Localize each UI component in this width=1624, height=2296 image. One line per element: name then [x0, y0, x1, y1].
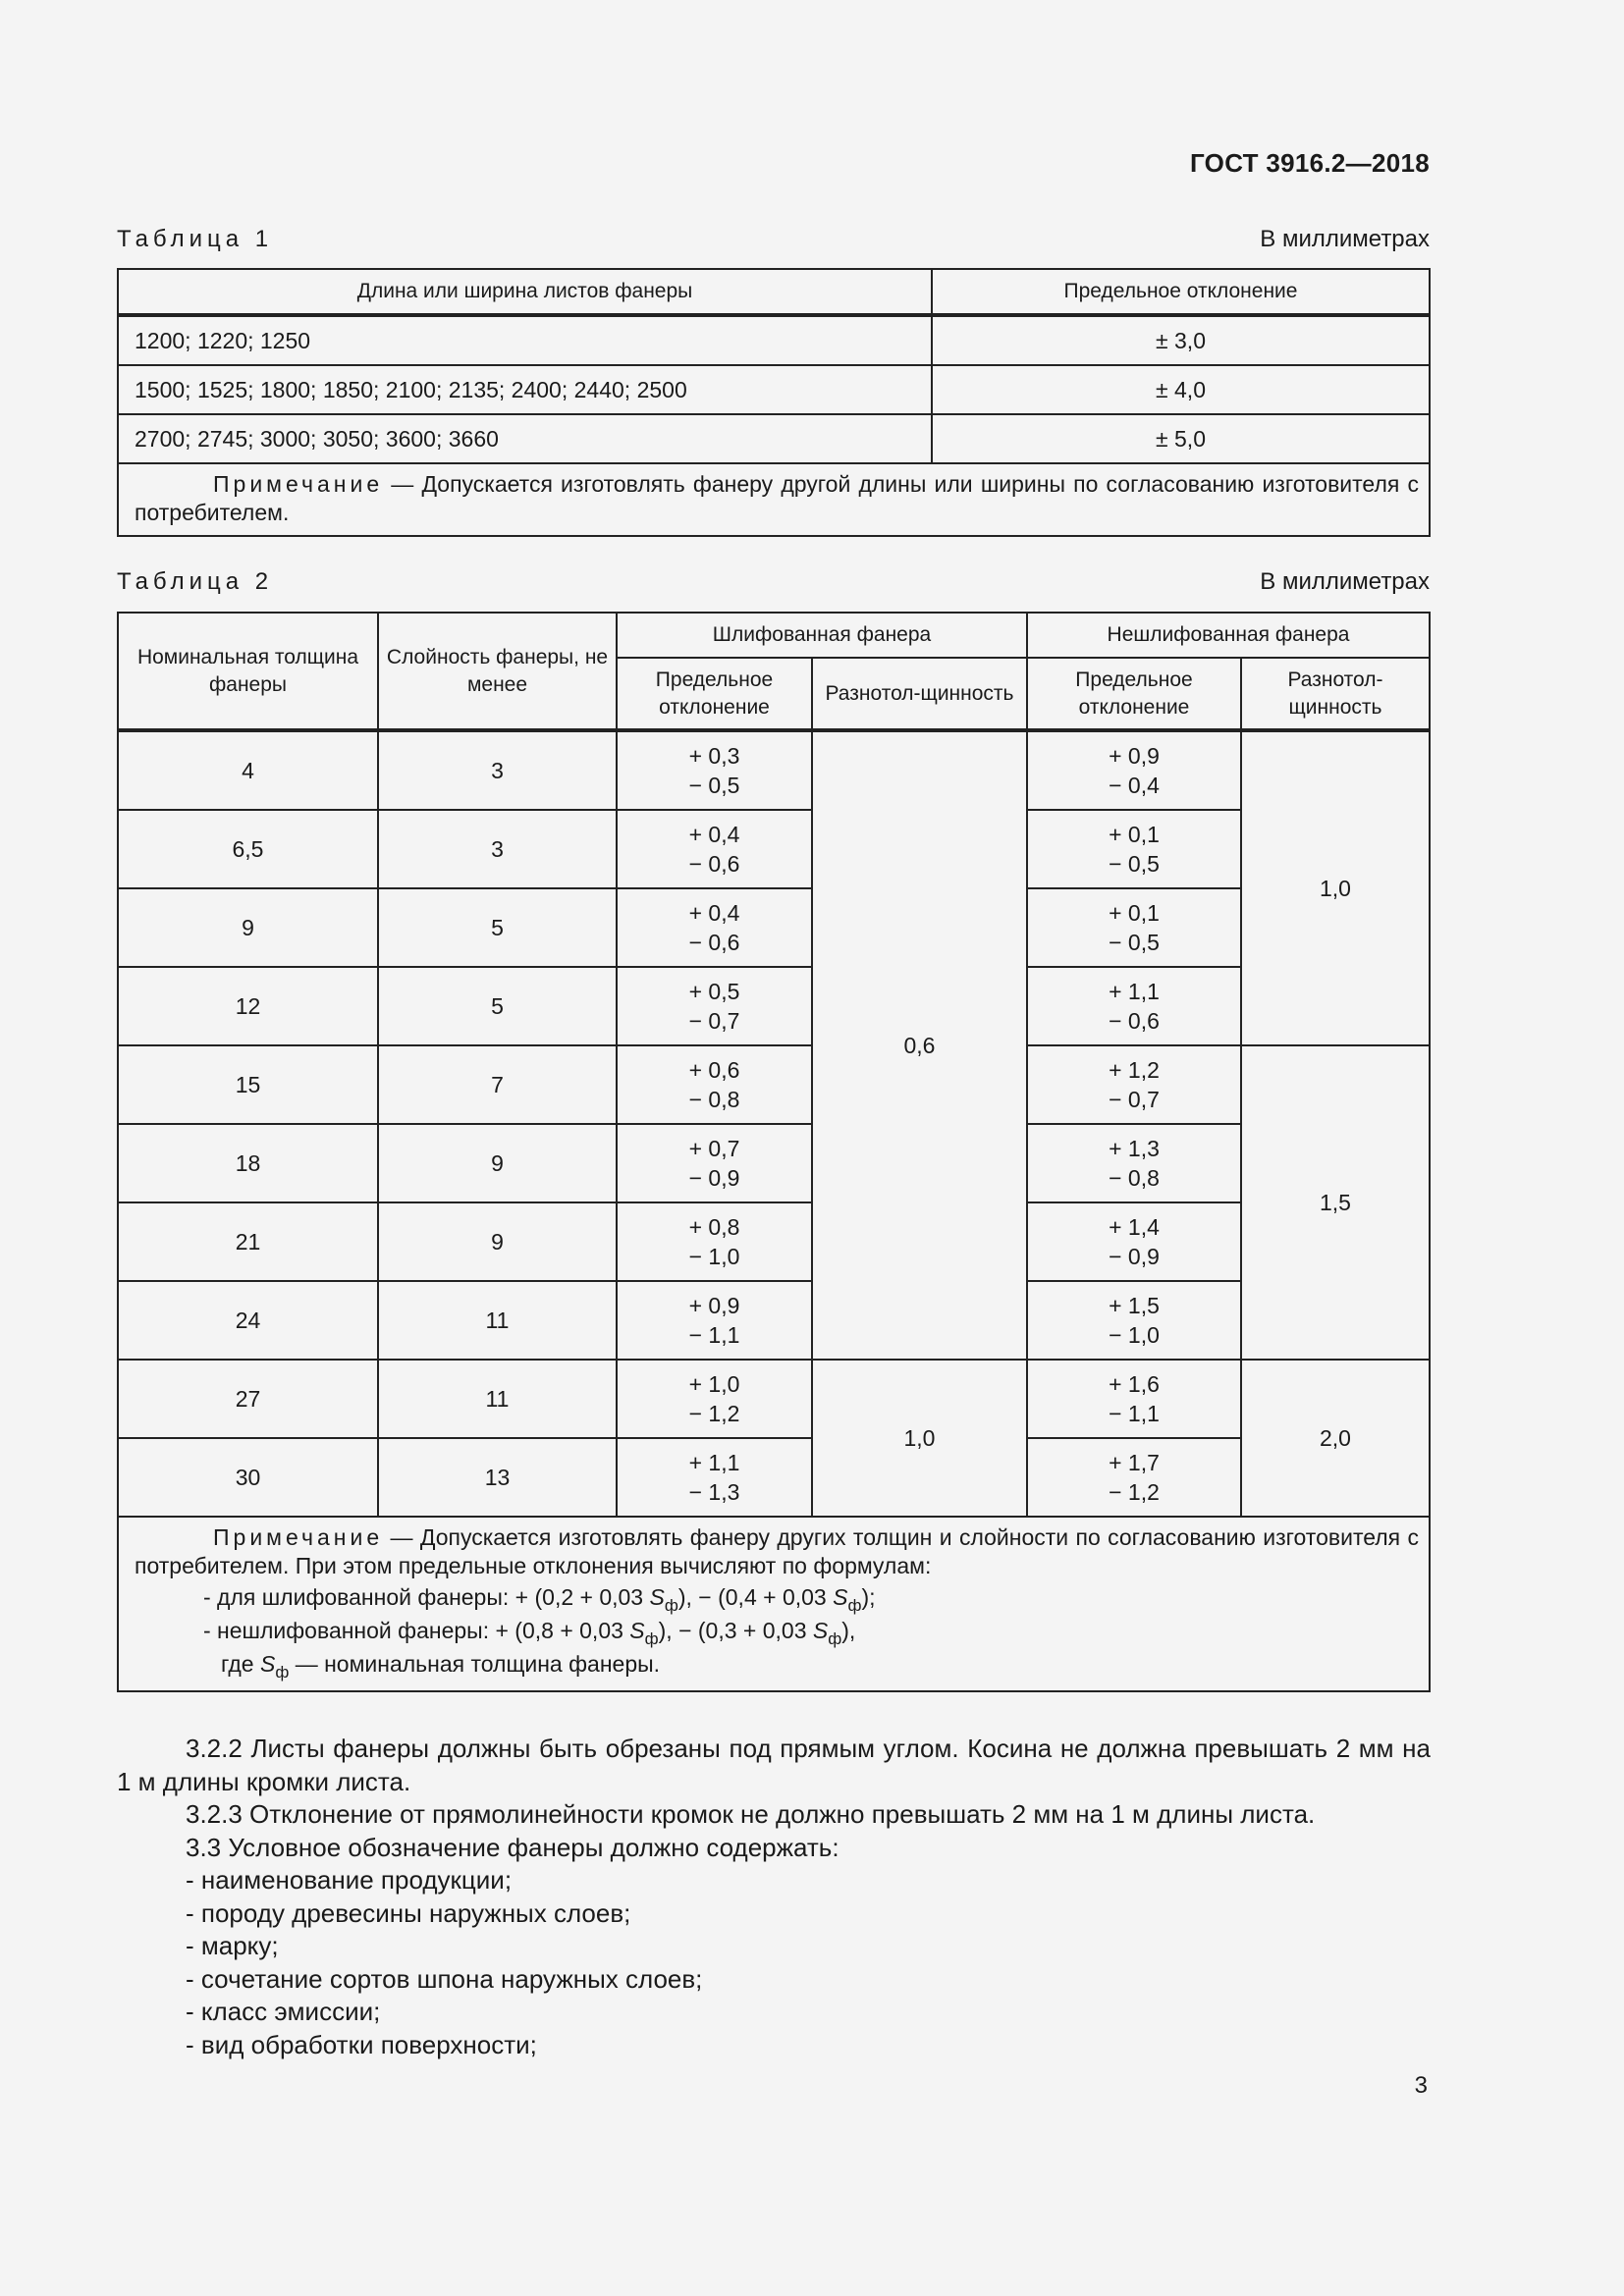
table2-cell-sanded-deviation: + 0,8 − 1,0	[617, 1202, 812, 1281]
table1-cell-size: 1500; 1525; 1800; 1850; 2100; 2135; 2400; 2440; 2500	[118, 365, 932, 414]
table2-header-row	[118, 613, 1430, 658]
table-row	[118, 967, 1430, 1045]
table1-cell-deviation: ± 3,0	[932, 315, 1430, 365]
table2-cell-plies: 7	[378, 1045, 617, 1124]
table1-cell-size: 1200; 1220; 1250	[118, 315, 932, 365]
table2-cell-unsanded-variation: 1,0	[1241, 730, 1430, 1045]
list-item: - класс эмиссии;	[186, 1997, 381, 2026]
table2-cell-plies: 9	[378, 1124, 617, 1202]
table1	[117, 268, 1431, 537]
table2-cell-sanded-variation: 0,6	[812, 730, 1027, 1360]
table-row	[118, 365, 1430, 414]
table2-cell-sanded-deviation: + 1,0 − 1,2	[617, 1360, 812, 1438]
table2-cell-sanded-variation: 1,0	[812, 1360, 1027, 1517]
table2-cell-sanded-deviation: + 0,5 − 0,7	[617, 967, 812, 1045]
table1-note-label: Примечание	[213, 471, 384, 497]
table2-cell-unsanded-deviation: + 0,1 − 0,5	[1027, 888, 1241, 967]
table2-cell-thickness: 30	[118, 1438, 378, 1517]
table-row	[118, 315, 1430, 365]
table2-cell-plies: 11	[378, 1360, 617, 1438]
table2-cell-unsanded-deviation: + 1,7 − 1,2	[1027, 1438, 1241, 1517]
table2-cell-plies: 13	[378, 1438, 617, 1517]
table2-cell-sanded-deviation: + 0,7 − 0,9	[617, 1124, 812, 1202]
table2-cell-sanded-deviation: + 0,3 − 0,5	[617, 730, 812, 810]
paragraph-3-2-2: 3.2.2 Листы фанеры должны быть обрезаны под прямым углом. Косина не должна превышать 2 мм на 1 м длины кромки листа.	[117, 1734, 1431, 1796]
table2-cell-plies: 5	[378, 888, 617, 967]
table2-cell-thickness: 6,5	[118, 810, 378, 888]
table2-cell-plies: 3	[378, 810, 617, 888]
table2-note-label: Примечание	[213, 1524, 384, 1550]
table1-cell-deviation: ± 5,0	[932, 414, 1430, 463]
list-item: - породу древесины наружных слоев;	[186, 1897, 631, 1928]
table2-formula-unsanded: - нешлифованной фанеры: + (0,8 + 0,03 $S_ф$), − (0,3 + 0,03 $S_ф$),	[203, 1618, 856, 1648]
table2-cell-unsanded-deviation: + 0,1 − 0,5	[1027, 810, 1241, 888]
table1-cell-size: 2700; 2745; 3000; 3050; 3600; 3660	[118, 414, 932, 463]
table2-caption-row	[117, 568, 1430, 596]
table2	[117, 612, 1431, 1692]
table-row	[118, 1438, 1430, 1517]
table2-cell-unsanded-deviation: + 1,2 − 0,7	[1027, 1045, 1241, 1124]
list-item: - наименование продукции;	[186, 1865, 513, 1895]
table2-cell-sanded-deviation: + 1,1 − 1,3	[617, 1438, 812, 1517]
table2-header-sanded-variation: Разнотол-щинность	[812, 658, 1027, 730]
table2-header-unsanded: Нешлифованная фанера	[1027, 613, 1430, 658]
table1-note-text: — Допускается изготовлять фанеру другой длины или ширины по согласованию изготовителя с потребителем.	[135, 471, 1419, 525]
table2-cell-plies: 9	[378, 1202, 617, 1281]
table1-caption-row	[117, 226, 1430, 253]
table2-cell-sanded-deviation: + 0,4 − 0,6	[617, 888, 812, 967]
table-row	[118, 888, 1430, 967]
table-row	[118, 810, 1430, 888]
table2-note	[118, 1517, 1430, 1691]
table-row	[118, 1202, 1430, 1281]
table2-cell-unsanded-deviation: + 1,3 − 0,8	[1027, 1124, 1241, 1202]
table2-formula-sanded: - для шлифованной фанеры: + (0,2 + 0,03 $S_ф$), − (0,4 + 0,03 $S_ф$);	[203, 1584, 876, 1615]
table2-header-thickness: Номинальная толщина фанеры	[118, 613, 378, 730]
paragraph-3-2-3: 3.2.3 Отклонение от прямолинейности кромок не должно превышать 2 мм на 1 м длины листа.	[186, 1799, 1316, 1829]
table2-header-sanded-deviation: Предельное отклонение	[617, 658, 812, 730]
table2-cell-unsanded-deviation: + 1,5 − 1,0	[1027, 1281, 1241, 1360]
table2-cell-thickness: 12	[118, 967, 378, 1045]
table2-cell-plies: 11	[378, 1281, 617, 1360]
table2-cell-unsanded-deviation: + 1,1 − 0,6	[1027, 967, 1241, 1045]
table2-formula-where: где $S_ф$ — номинальная толщина фанеры.	[221, 1651, 661, 1682]
table2-header-unsanded-deviation: Предельное отклонение	[1027, 658, 1241, 730]
table2-cell-thickness: 4	[118, 730, 378, 810]
table2-cell-sanded-deviation: + 0,9 − 1,1	[617, 1281, 812, 1360]
table2-cell-thickness: 24	[118, 1281, 378, 1360]
table2-cell-thickness: 18	[118, 1124, 378, 1202]
table2-cell-thickness: 21	[118, 1202, 378, 1281]
table1-header-deviation: Предельное отклонение	[932, 269, 1430, 315]
table-row	[118, 1045, 1430, 1124]
table2-cell-unsanded-variation: 2,0	[1241, 1360, 1430, 1517]
table2-header-sanded: Шлифованная фанера	[617, 613, 1027, 658]
table2-cell-thickness: 27	[118, 1360, 378, 1438]
table2-cell-sanded-deviation: + 0,4 − 0,6	[617, 810, 812, 888]
table2-cell-thickness: 9	[118, 888, 378, 967]
table2-cell-unsanded-variation: 1,5	[1241, 1045, 1430, 1360]
table2-note-row	[118, 1517, 1430, 1691]
table1-note	[118, 463, 1430, 536]
table-row	[118, 1281, 1430, 1360]
paragraph-3-3: 3.3 Условное обозначение фанеры должно содержать:	[186, 1832, 839, 1862]
table-row	[118, 730, 1430, 810]
document-id: ГОСТ 3916.2—2018	[1189, 148, 1430, 178]
list-item: - сочетание сортов шпона наружных слоев;	[186, 1963, 703, 1994]
table2-cell-unsanded-deviation: + 1,6 − 1,1	[1027, 1360, 1241, 1438]
table1-note-row	[118, 463, 1430, 536]
table-row	[118, 414, 1430, 463]
page-number: 3	[1414, 2072, 1428, 2099]
table1-cell-deviation: ± 4,0	[932, 365, 1430, 414]
table-row	[118, 1124, 1430, 1202]
table2-cell-sanded-deviation: + 0,6 − 0,8	[617, 1045, 812, 1124]
body-text	[117, 1733, 1431, 2061]
table1-caption: Таблица 1	[117, 226, 274, 252]
table1-header-row	[118, 269, 1430, 315]
table2-cell-plies: 3	[378, 730, 617, 810]
table2-cell-unsanded-deviation: + 0,9 − 0,4	[1027, 730, 1241, 810]
table2-cell-thickness: 15	[118, 1045, 378, 1124]
table2-header-unsanded-variation: Разнотол-щинность	[1241, 658, 1430, 730]
table2-cell-plies: 5	[378, 967, 617, 1045]
table2-caption: Таблица 2	[117, 568, 274, 595]
list-item: - марку;	[186, 1931, 279, 1960]
table2-note-text: — Допускается изготовлять фанеру других толщин и слойности по согласованию изготовителя с потребителем. При этом предельные отклонения вычисляют по формулам:	[135, 1524, 1419, 1578]
table1-units: В миллиметрах	[1260, 226, 1430, 252]
table2-header-plies: Слойность фанеры, не менее	[378, 613, 617, 730]
table-row	[118, 1360, 1430, 1438]
table2-cell-unsanded-deviation: + 1,4 − 0,9	[1027, 1202, 1241, 1281]
list-item: - вид обработки поверхности;	[186, 2029, 537, 2059]
table1-header-size: Длина или ширина листов фанеры	[118, 269, 932, 315]
table2-units: В миллиметрах	[1260, 568, 1430, 595]
